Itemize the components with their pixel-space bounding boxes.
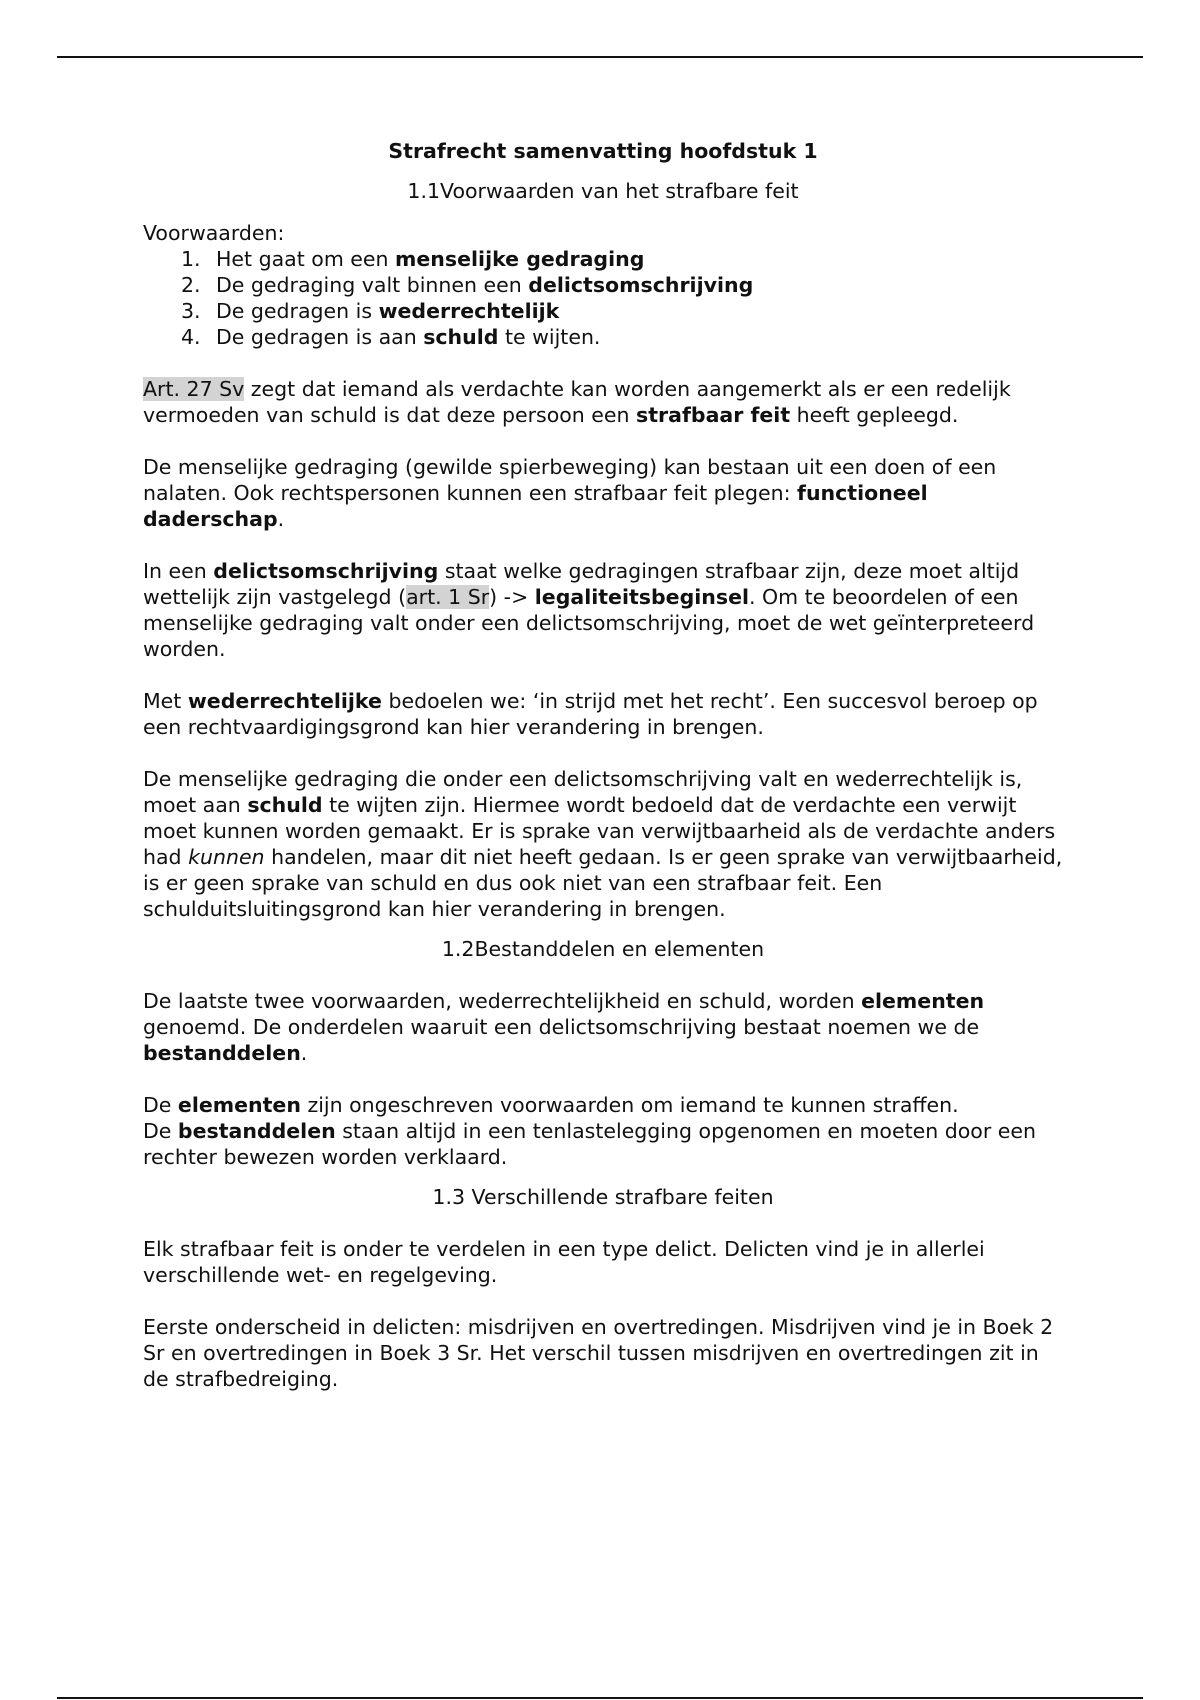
list-item: 1. Het gaat om een menselijke gedraging bbox=[181, 247, 645, 271]
highlighted-article-ref: Art. 27 Sv bbox=[143, 377, 245, 401]
footer-rule bbox=[57, 1697, 1143, 1699]
section-heading-1-1: 1.1Voorwaarden van het strafbare feit bbox=[407, 179, 799, 203]
section-heading-1-2: 1.2Bestanddelen en elementen bbox=[441, 937, 765, 961]
paragraph-typen-delict: Elk strafbaar feit is onder te verdelen in een type delict. Delicten vind je in allerlei verschillende wet- en regelgeving. bbox=[143, 1237, 985, 1287]
document-body bbox=[143, 138, 1063, 1418]
paragraph-schuld: De menselijke gedraging die onder een delictsomschrijving valt en wederrechtelijk is, moet aan schuld te wijten zijn. Hiermee wordt bedoeld dat de verdachte een verwijt moet kunnen worden gemaakt. Er is sprake van verwijtbaarheid als de verdachte anders had kunnen handelen, maar dit niet heeft gedaan. Is er geen sprake van verwijtbaarheid, is er geen sprake van schuld en dus ook niet van een strafbaar feit. Een schulduitsluitingsgrond kan hier verandering in brengen. bbox=[143, 767, 1063, 921]
list-item: 4. De gedragen is aan schuld te wijten. bbox=[181, 325, 601, 349]
conditions-list bbox=[143, 246, 1063, 350]
list-item: 3. De gedragen is wederrechtelijk bbox=[181, 299, 560, 323]
highlighted-article-ref: art. 1 Sr bbox=[406, 585, 490, 609]
paragraph-elementen: De laatste twee voorwaarden, wederrechtelijkheid en schuld, worden elementen genoemd. De onderdelen waaruit een delictsomschrijving bestaat noemen we de bestanddelen. bbox=[143, 989, 985, 1065]
list-item: 2. De gedraging valt binnen een delictsomschrijving bbox=[181, 273, 754, 297]
paragraph-bestanddelen: De bestanddelen staan altijd in een tenlastelegging opgenomen en moeten door een rechter bewezen worden verklaard. bbox=[143, 1119, 1036, 1169]
header-rule bbox=[57, 56, 1143, 58]
conditions-intro: Voorwaarden: bbox=[143, 221, 285, 245]
paragraph-wederrechtelijk: Met wederrechtelijke bedoelen we: ‘in strijd met het recht’. Een succesvol beroep op een rechtvaardigingsgrond kan hier verandering in brengen. bbox=[143, 689, 1038, 739]
section-heading-1-3: 1.3 Verschillende strafbare feiten bbox=[432, 1185, 774, 1209]
paragraph-art27: Art. 27 Sv zegt dat iemand als verdachte kan worden aangemerkt als er een redelijk vermoeden van schuld is dat deze persoon een strafbaar feit heeft gepleegd. bbox=[143, 377, 1011, 427]
paragraph-menselijke-gedraging: De menselijke gedraging (gewilde spierbeweging) kan bestaan uit een doen of een nalaten. Ook rechtspersonen kunnen een strafbaar feit plegen: functioneel daderschap. bbox=[143, 455, 997, 531]
paragraph-elementen-ongeschreven: De elementen zijn ongeschreven voorwaarden om iemand te kunnen straffen. bbox=[143, 1093, 959, 1117]
paragraph-delictsomschrijving: In een delictsomschrijving staat welke gedragingen strafbaar zijn, deze moet altijd wettelijk zijn vastgelegd (art. 1 Sr) -> legaliteitsbeginsel. Om te beoordelen of een menselijke gedraging valt onder een delictsomschrijving, moet de wet geïnterpreteerd worden. bbox=[143, 559, 1035, 661]
paragraph-misdrijven-overtredingen: Eerste onderscheid in delicten: misdrijven en overtredingen. Misdrijven vind je in Boek 2 Sr en overtredingen in Boek 3 Sr. Het verschil tussen misdrijven en overtredingen zit in de strafbedreiging. bbox=[143, 1315, 1054, 1391]
document-title: Strafrecht samenvatting hoofdstuk 1 bbox=[388, 139, 818, 163]
